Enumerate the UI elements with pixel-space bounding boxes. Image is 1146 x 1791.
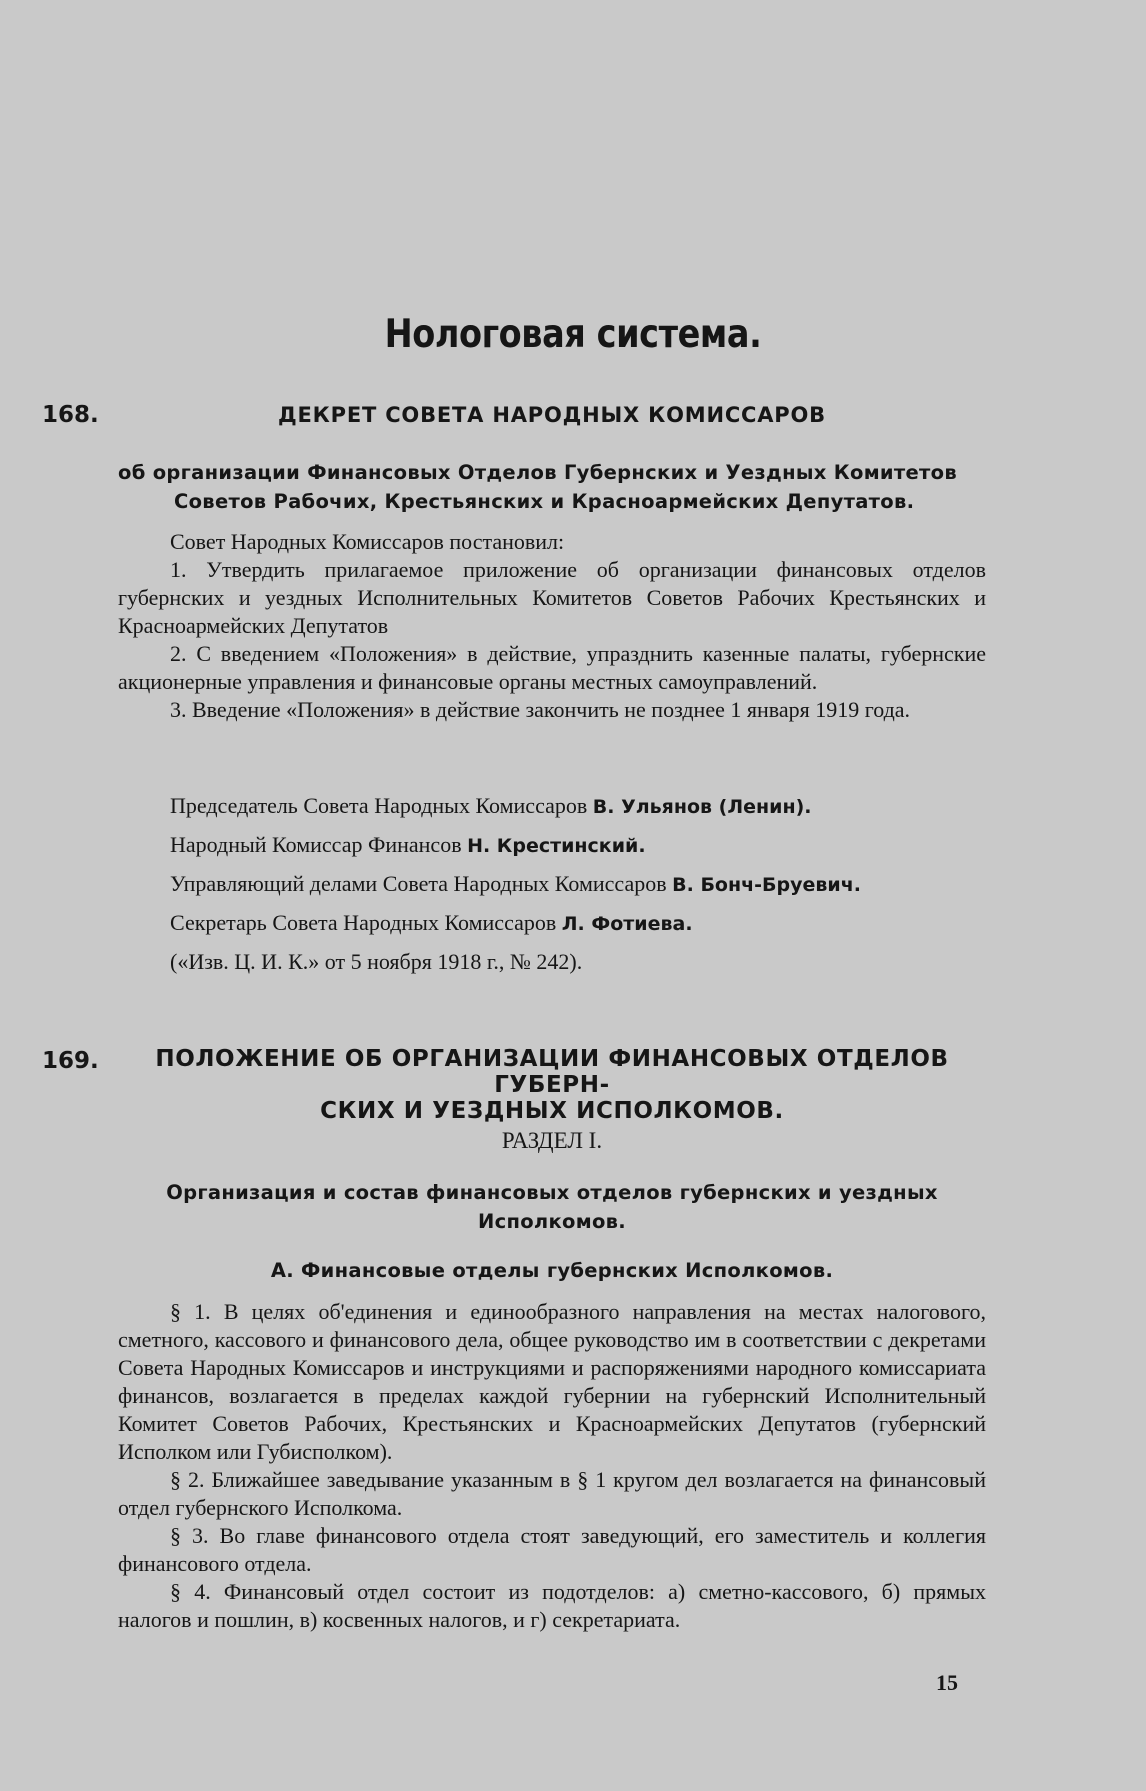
paragraph-1: § 1. В целях об'единения и единообразного направления на местах налогового, сметного, кассового и финансового дела, общее руководство им в соответствии с декретами Совета Народных Комиссаров и инструкциями и распоряжениями народного комиссариата финансов, возлагается в пределах каждой губернии на губернский Исполнительный Комитет Советов Рабочих, Крестьянских и Красноармейских Депутатов (губернский Исполком или Губисполком). bbox=[118, 1299, 986, 1464]
signature-name: В. Бонч-Бруевич. bbox=[672, 874, 861, 896]
doc-168-point-1: 1. Утвердить прилагаемое приложение об организации финансовых отделов губернских и уездных Исполнительных Комитетов Советов Рабочих Крестьянских и Красноармейских Депутатов bbox=[118, 557, 986, 638]
doc-168-heading: ДЕКРЕТ СОВЕТА НАРОДНЫХ КОМИССАРОВ bbox=[278, 403, 826, 427]
doc-169-body bbox=[118, 1298, 986, 1634]
page-number: 15 bbox=[936, 1670, 958, 1695]
doc-169-section: РАЗДЕЛ I. bbox=[501, 1128, 603, 1153]
doc-168-subheading bbox=[118, 458, 986, 516]
doc-168-subheading-line2: Советов Рабочих, Крестьянских и Красноармейских Депутатов. bbox=[174, 490, 915, 513]
section-title: Нологовая система. bbox=[384, 312, 762, 357]
doc-168-subheading-line1: об организации Финансовых Отделов Губернских и Уездных Комитетов bbox=[118, 461, 957, 484]
signature-administrator bbox=[170, 870, 986, 899]
paragraph-4: § 4. Финансовый отдел состоит из подотделов: а) сметно-кассового, б) прямых налогов и пошлин, в) косвенных налогов, и г) секретариата. bbox=[118, 1579, 986, 1632]
signature-role: Председатель Совета Народных Комиссаров bbox=[170, 793, 588, 818]
doc-168-point-2: 2. С введением «Положения» в действие, упразднить казенные палаты, губернские акционерные управления и финансовые органы местных самоуправлений. bbox=[118, 641, 986, 694]
signature-chairman bbox=[170, 792, 986, 821]
doc-169-number: 169. bbox=[42, 1048, 99, 1074]
signature-name: Л. Фотиева. bbox=[561, 913, 693, 935]
doc-169-section-title bbox=[118, 1178, 986, 1236]
doc-168-body bbox=[118, 528, 986, 724]
doc-169-heading-line1: ПОЛОЖЕНИЕ ОБ ОРГАНИЗАЦИИ ФИНАНСОВЫХ ОТДЕЛОВ ГУБЕРН- bbox=[155, 1046, 949, 1098]
signature-finance-commissar bbox=[170, 831, 986, 860]
signature-role: Управляющий делами Совета Народных Комиссаров bbox=[170, 871, 667, 896]
doc-169-subsection bbox=[118, 1256, 986, 1285]
signature-name: В. Ульянов (Ленин). bbox=[592, 796, 812, 818]
doc-169-subsection-title: А. Финансовые отделы губернских Исполкомов. bbox=[270, 1259, 834, 1282]
paragraph-2: § 2. Ближайшее заведывание указанным в § 1 кругом дел возлагается на финансовый отдел губернского Исполкома. bbox=[118, 1467, 986, 1520]
doc-168-signatures bbox=[118, 792, 986, 976]
doc-169-heading-line2: СКИХ И УЕЗДНЫХ ИСПОЛКОМОВ. bbox=[320, 1098, 784, 1124]
doc-169-section-title-line2: Исполкомов. bbox=[477, 1210, 627, 1233]
doc-169-heading bbox=[118, 1046, 986, 1124]
paragraph-3: § 3. Во главе финансового отдела стоят заведующий, его заместитель и коллегия финансового отдела. bbox=[118, 1523, 986, 1576]
signature-secretary bbox=[170, 909, 986, 938]
doc-168-source: («Изв. Ц. И. К.» от 5 ноября 1918 г., № 242). bbox=[170, 949, 583, 974]
signature-role: Секретарь Совета Народных Комиссаров bbox=[170, 910, 557, 935]
doc-168-intro: Совет Народных Комиссаров постановил: bbox=[170, 529, 565, 554]
signature-role: Народный Комиссар Финансов bbox=[170, 832, 462, 857]
doc-169-section-title-line1: Организация и состав финансовых отделов губернских и уездных bbox=[166, 1181, 938, 1204]
signature-name: Н. Крестинский. bbox=[467, 835, 646, 857]
doc-168-number: 168. bbox=[42, 402, 99, 428]
doc-168-point-3: 3. Введение «Положения» в действие закончить не позднее 1 января 1919 года. bbox=[170, 697, 911, 722]
